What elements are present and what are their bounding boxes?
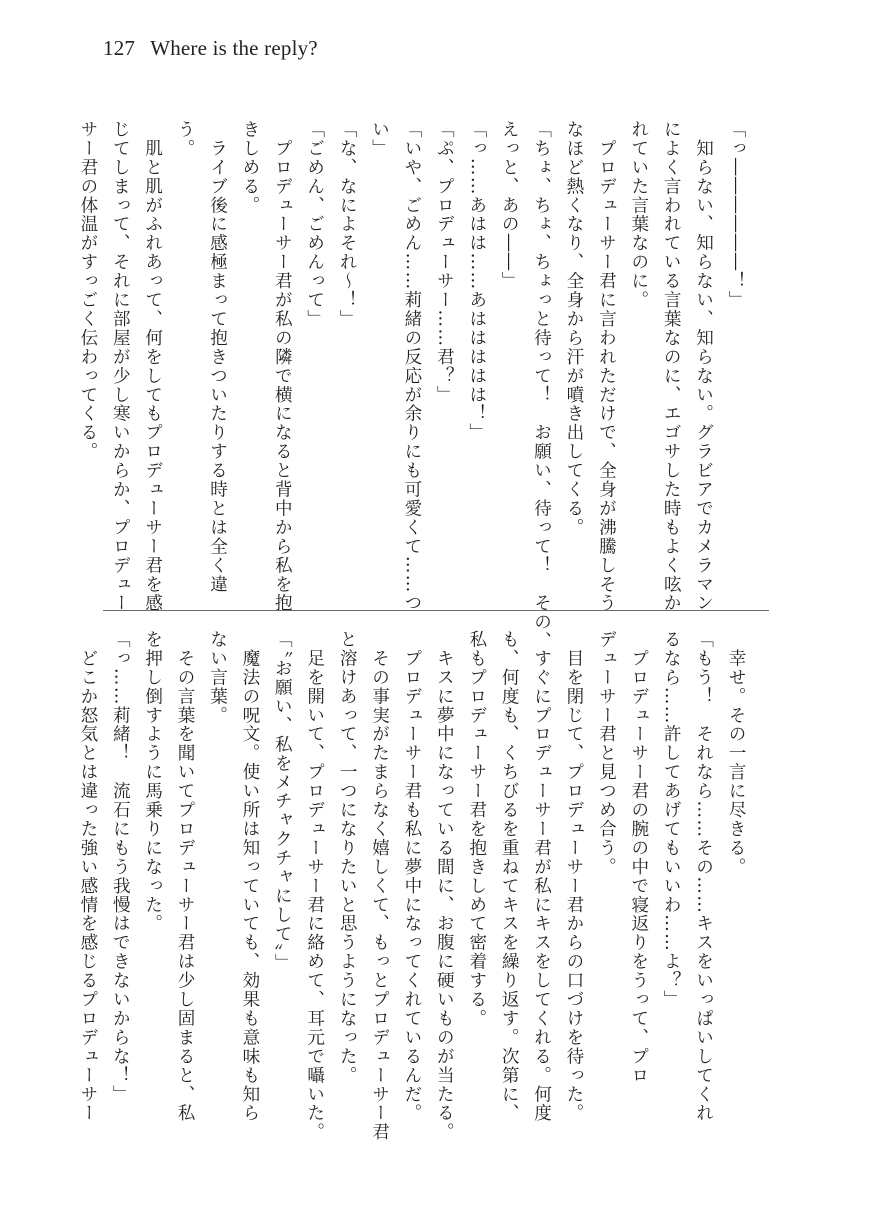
text-line: を押し倒すように馬乗りになった。 [142,630,163,934]
text-line: 「ぷ、プロデューサー……君？」 [434,120,455,405]
text-line: 「ちょ、ちょ、ちょっと待って！ お願い、待って！ その、 [531,120,552,651]
text-line: すぐにプロデューサー君が私にキスをしてくれる。何度 [531,630,552,1123]
text-line: も、何度も、くちびるを重ねてキスを繰り返す。次第に、 [499,630,520,1123]
text-line: 幸せ。その一言に尽きる。 [726,630,746,877]
text-line: きしめる。 [239,120,260,215]
text-line: その言葉を聞いてプロデューサー君は少し固まると、私 [175,630,196,1123]
text-line: 「っ――――――！」 [726,120,746,310]
text-line: えっと、あの――」 [499,120,520,291]
text-line: う。 [175,120,196,158]
running-header [103,36,318,61]
text-line: 肌と肌がふれあって、何をしてもプロデューサー君を感 [142,120,163,613]
text-line: プロデューサー君の腕の中で寝返りをうって、プロ [628,630,649,1085]
text-line: 私もプロデューサー君を抱きしめて密着する。 [466,630,487,1028]
section-divider [103,610,769,611]
text-line: ない言葉。 [207,630,228,725]
text-line: 足を開いて、プロデューサー君に絡めて、耳元で囁いた。 [304,630,325,1142]
text-line: キスに夢中になっている間に、お腹に硬いものが当たる。 [434,630,455,1142]
text-line: 知らない、知らない、知らない。グラビアでカメラマン [693,120,714,613]
text-block-upper [77,120,752,651]
text-line: 「いや、ごめん……莉緒の反応が余りにも可愛くて……つ [401,120,422,613]
text-line: プロデューサー君も私に夢中になってくれているんだ。 [401,630,422,1123]
chapter-title: Where is the reply? [150,36,318,60]
text-line: なほど熱くなり、全身から汗が噴き出してくる。 [563,120,584,537]
text-line: どこか怒気とは違った強い感情を感じるプロデューサー [77,630,98,1123]
text-block-lower [77,630,752,1142]
text-line: プロデューサー君に言われただけで、全身が沸騰しそう [596,120,617,613]
text-line: その事実がたまらなく嬉しくて、もっとプロデューサー君 [369,630,390,1142]
text-line: プロデューサー君が私の隣で横になると背中から私を抱 [272,120,293,613]
text-line: と溶けあって、一つになりたいと思うようになった。 [337,630,358,1085]
text-line: 「〝お願い、私をメチャクチャにして〟」 [272,630,293,973]
text-line: デューサー君と見つめ合う。 [596,630,617,877]
text-line: 「っ……あはは……あははははは！」 [466,120,487,443]
text-line: ライブ後に感極まって抱きついたりする時とは全く違 [207,120,228,594]
text-line: 「っ……莉緒！ 流石にもう我慢はできないからな！」 [110,630,131,1104]
text-line: 目を閉じて、プロデューサー君からの口づけを待った。 [563,630,584,1123]
text-line: じてしまって、それに部屋が少し寒いからか、プロデュー [110,120,131,613]
text-line: サー君の体温がすっごく伝わってくる。 [77,120,98,462]
text-line: 「ごめん、ごめんって」 [304,120,325,329]
text-line: によく言われている言葉なのに、エゴサした時もよく呟か [661,120,682,613]
text-line: 魔法の呪文。使い所は知っていても、効果も意味も知ら [239,630,260,1123]
text-line: 「な、なによそれ～！」 [337,120,358,329]
text-line: るなら……許してあげてもいいわ……よ？」 [661,630,682,1009]
text-line: 「もう！ それなら……その……キスをいっぱいしてくれ [693,630,714,1123]
text-line: れていた言葉なのに。 [628,120,649,310]
text-line: い」 [369,120,390,158]
page-number: 127 [103,36,136,60]
